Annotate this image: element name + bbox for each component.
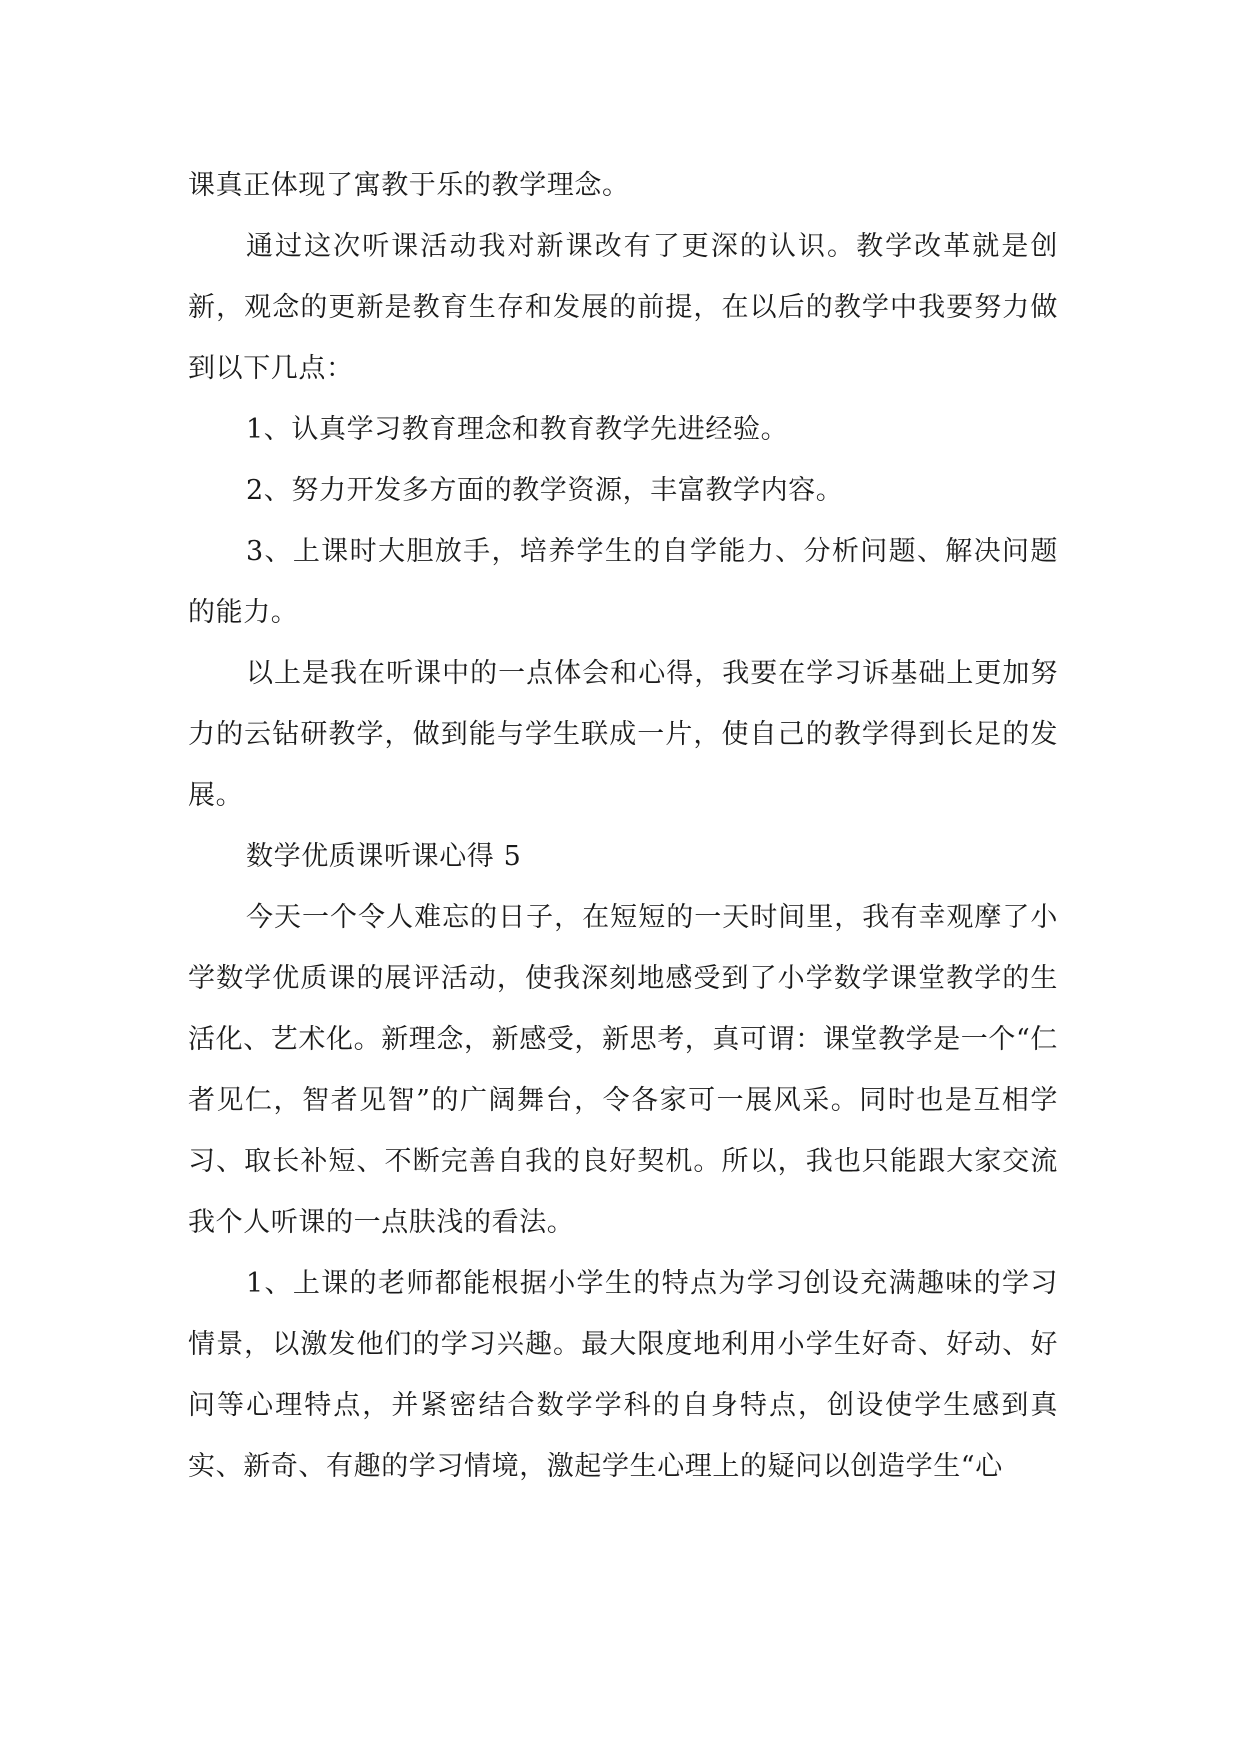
list-item-3: 3、上课时大胆放手，培养学生的自学能力、分析问题、解决问题的能力。	[188, 536, 1058, 628]
paragraph-intro: 今天一个令人难忘的日子，在短短的一天时间里，我有幸观摩了小学数学优质课的展评活动，使我深刻地感受到了小学数学课堂教学的生活化、艺术化。新理念，新感受，新思考，真可谓：课堂教学是一个“仁者见仁，智者见智”的广阔舞台，令各家可一展风采。同时也是互相学习、取长补短、不断完善自我的良好契机。所以，我也只能跟大家交流我个人听课的一点肤浅的看法。	[188, 902, 1059, 1238]
list-item-2: 2、努力开发多方面的教学资源，丰富教学内容。	[246, 475, 844, 506]
document-page	[188, 155, 1058, 1497]
paragraph-point-1: 1、上课的老师都能根据小学生的特点为学习创设充满趣味的学习情景，以激发他们的学习兴趣。最大限度地利用小学生好奇、好动、好问等心理特点，并紧密结合数学学科的自身特点，创设使学生感到真实、新奇、有趣的学习情境，激起学生心理上的疑问以创造学生“心	[188, 1268, 1058, 1482]
paragraph-continuation: 课真正体现了寓教于乐的教学理念。	[188, 170, 630, 201]
paragraph-new-curriculum: 通过这次听课活动我对新课改有了更深的认识。教学改革就是创新，观念的更新是教育生存和发展的前提，在以后的教学中我要努力做到以下几点：	[188, 231, 1058, 384]
paragraph-conclusion: 以上是我在听课中的一点体会和心得，我要在学习诉基础上更加努力的云钻研教学，做到能与学生联成一片，使自己的教学得到长足的发展。	[188, 658, 1058, 811]
section-heading: 数学优质课听课心得 5	[246, 841, 522, 872]
list-item-1: 1、认真学习教育理念和教育教学先进经验。	[246, 414, 789, 445]
